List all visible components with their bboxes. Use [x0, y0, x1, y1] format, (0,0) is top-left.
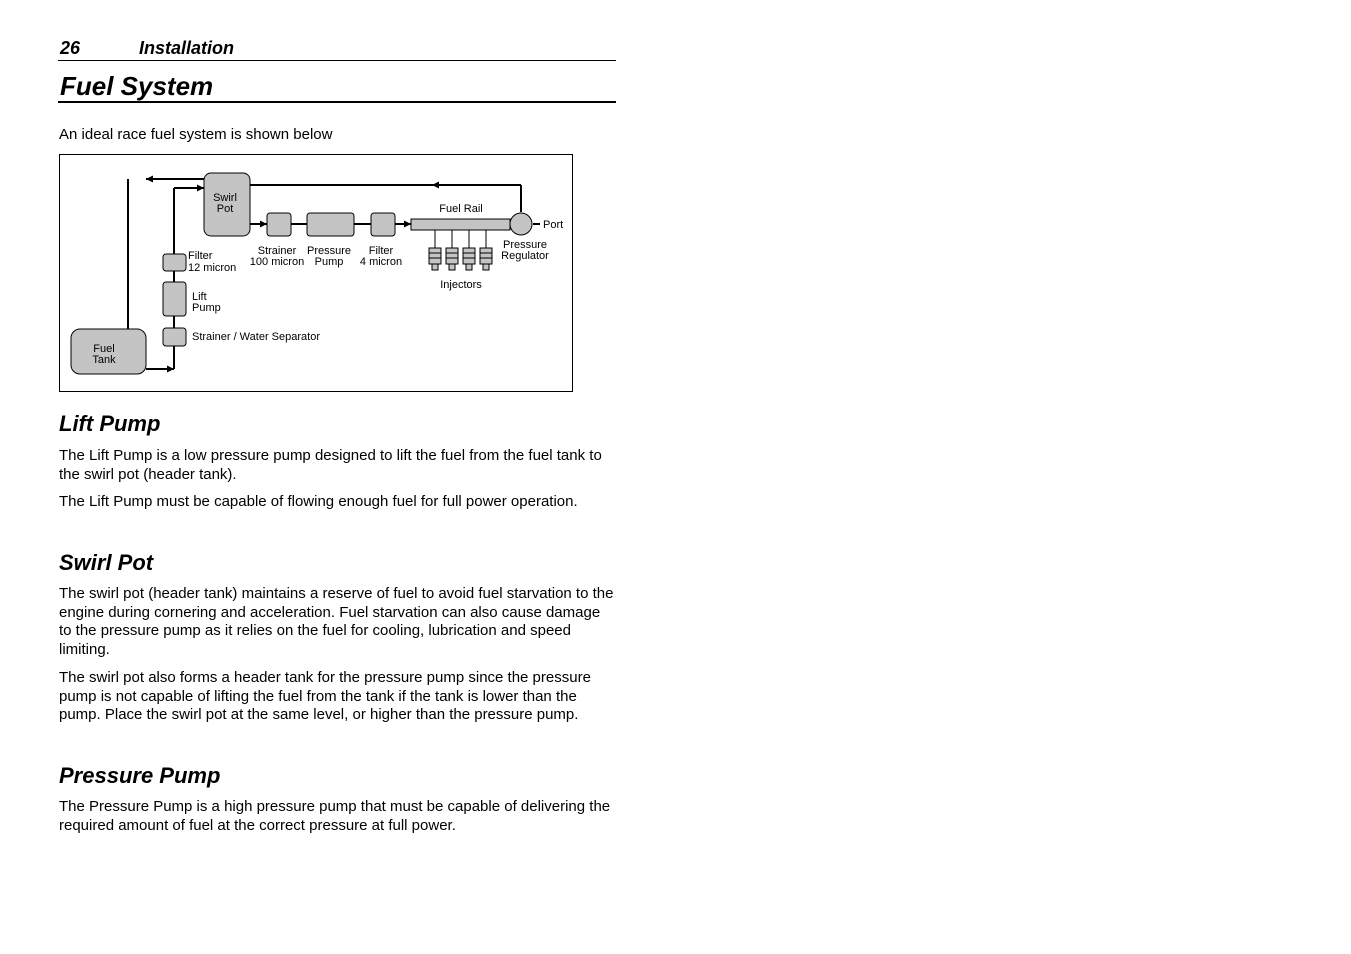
- strainer-water-separator: [163, 328, 186, 346]
- fuel-system-diagram: [59, 154, 573, 392]
- label-fuel-rail: Fuel Rail: [439, 203, 483, 215]
- pressure-pump: [307, 213, 354, 236]
- heading-lift-pump: Lift Pump: [59, 411, 161, 436]
- page-header: [58, 38, 616, 61]
- label-strainer-2: 100 micron: [249, 256, 305, 268]
- label-port: Port: [543, 219, 564, 231]
- filter-12-micron: [163, 254, 186, 271]
- label-filter-4-2: 4 micron: [359, 256, 403, 268]
- page-number: 26: [60, 38, 81, 58]
- strainer-100-micron: [267, 213, 291, 236]
- label-swirl-pot-2: Pot: [216, 203, 234, 215]
- label-fuel-tank-1: Fuel: [93, 343, 115, 355]
- diagram-svg: [60, 155, 574, 393]
- pressure-pump-paragraph-1: The Pressure Pump is a high pressure pump that must be capable of delivering the required amount of fuel at the correct pressure at full power.: [59, 798, 611, 834]
- label-regulator-1: Pressure: [502, 239, 548, 251]
- injector-2: [446, 230, 458, 270]
- filter-4-micron: [371, 213, 395, 236]
- page-title: Fuel System: [58, 70, 616, 103]
- label-regulator-2: Regulator: [501, 250, 549, 262]
- label-filter-12-2: 12 micron: [188, 262, 237, 274]
- label-fuel-tank-2: Tank: [92, 354, 116, 366]
- injector-1: [429, 230, 441, 270]
- injector-3: [463, 230, 475, 270]
- label-pressure-pump-1: Pressure: [306, 245, 352, 257]
- header-section-name: Installation: [139, 38, 235, 58]
- swirl-pot-paragraph-2: The swirl pot also forms a header tank for the pressure pump since the pressure pump is not capable of lifting the fuel from the tank if the tank is lower than the pump. Place the swirl pot at the same level, or higher than the pressure pump.: [59, 669, 591, 723]
- label-filter-4-1: Filter: [368, 245, 394, 257]
- injectors-group: [429, 230, 492, 270]
- label-lift-pump-2: Pump: [192, 302, 221, 314]
- label-swirl-pot-1: Swirl: [213, 192, 237, 204]
- intro-text: An ideal race fuel system is shown below: [59, 126, 333, 143]
- label-injectors: Injectors: [440, 279, 482, 291]
- fuel-rail: [411, 219, 510, 230]
- lift-pump-paragraph-1: The Lift Pump is a low pressure pump designed to lift the fuel from the fuel tank to the swirl pot (header tank).: [59, 447, 602, 483]
- injector-4: [480, 230, 492, 270]
- label-strainer-1: Strainer: [257, 245, 297, 257]
- label-lift-pump-1: Lift: [192, 291, 207, 303]
- lift-pump-paragraph-2: The Lift Pump must be capable of flowing enough fuel for full power operation.: [59, 493, 578, 510]
- label-pressure-pump-2: Pump: [314, 256, 344, 268]
- label-filter-12-1: Filter: [188, 250, 213, 262]
- heading-pressure-pump: Pressure Pump: [59, 763, 221, 788]
- heading-swirl-pot: Swirl Pot: [59, 550, 154, 575]
- pressure-regulator: [510, 213, 532, 235]
- label-strainer-water: Strainer / Water Separator: [192, 331, 320, 343]
- swirl-pot-paragraph-1: The swirl pot (header tank) maintains a reserve of fuel to avoid fuel starvation to the engine during cornering and acceleration. Fuel starvation can also cause damage to the pressure pump as it relies on the fuel for cooling, lubrication and speed limiting.: [59, 585, 614, 658]
- lift-pump: [163, 282, 186, 316]
